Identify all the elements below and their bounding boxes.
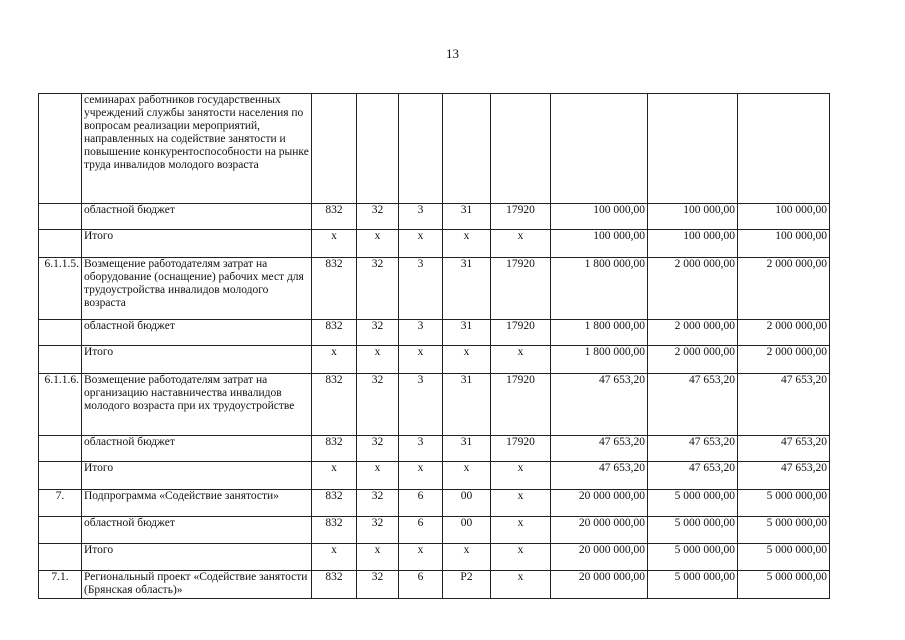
table-row [39,258,830,320]
code-cell-c1: 832 [312,490,357,517]
code-cell-c2: х [357,544,399,571]
code-cell-c5: х [491,544,551,571]
code-cell-c2: х [357,346,399,374]
code-cell-c1 [312,94,357,204]
code-cell-c5: 17920 [491,204,551,230]
code-cell-c5: 17920 [491,436,551,462]
table-row [39,346,830,374]
amount-cell-v3: 47 653,20 [738,374,830,436]
row-number-cell: 7. [39,490,82,517]
amount-cell-v1: 100 000,00 [551,230,648,258]
amount-cell-v2: 47 653,20 [648,436,738,462]
code-cell-c4: 00 [443,490,491,517]
table-row [39,374,830,436]
amount-cell-v1: 1 800 000,00 [551,346,648,374]
code-cell-c2: 32 [357,204,399,230]
amount-cell-v2: 47 653,20 [648,462,738,490]
code-cell-c4: 00 [443,517,491,544]
amount-cell-v2: 5 000 000,00 [648,571,738,599]
row-number-cell [39,544,82,571]
row-number-cell: 7.1. [39,571,82,599]
amount-cell-v2 [648,94,738,204]
code-cell-c4: х [443,346,491,374]
amount-cell-v2: 47 653,20 [648,374,738,436]
page-number: 13 [446,46,459,61]
code-cell-c4 [443,94,491,204]
code-cell-c4: 31 [443,374,491,436]
amount-cell-v1: 20 000 000,00 [551,571,648,599]
amount-cell-v3: 2 000 000,00 [738,346,830,374]
code-cell-c2: 32 [357,258,399,320]
code-cell-c3 [399,94,443,204]
code-cell-c2: 32 [357,517,399,544]
table-body [39,94,830,599]
code-cell-c5: 17920 [491,320,551,346]
amount-cell-v3: 100 000,00 [738,204,830,230]
code-cell-c1: 832 [312,436,357,462]
row-description-cell: Итого [82,346,312,374]
code-cell-c5: 17920 [491,258,551,320]
code-cell-c1: х [312,346,357,374]
row-number-cell [39,94,82,204]
table-row [39,230,830,258]
row-number-cell: 6.1.1.6. [39,374,82,436]
amount-cell-v3: 100 000,00 [738,230,830,258]
row-description-cell: Возмещение работодателям затрат на организацию наставничества инвалидов молодого возраста при их трудоустройстве [82,374,312,436]
code-cell-c5: 17920 [491,374,551,436]
amount-cell-v3: 5 000 000,00 [738,571,830,599]
table-row [39,571,830,599]
row-description-cell: семинарах работников государственных учреждений службы занятости населения по вопросам реализации мероприятий, направленных на содействие занятости и повышение конкурентоспособности на рынке труда инвалидов молодого возраста [82,94,312,204]
amount-cell-v2: 100 000,00 [648,230,738,258]
code-cell-c2: х [357,230,399,258]
amount-cell-v1: 20 000 000,00 [551,517,648,544]
code-cell-c5: х [491,230,551,258]
amount-cell-v2: 100 000,00 [648,204,738,230]
code-cell-c4: х [443,230,491,258]
amount-cell-v1: 47 653,20 [551,436,648,462]
row-description-cell: Региональный проект «Содействие занятости (Брянская область)» [82,571,312,599]
code-cell-c4: х [443,544,491,571]
code-cell-c2: 32 [357,374,399,436]
row-description-cell: Подпрограмма «Содействие занятости» [82,490,312,517]
code-cell-c5: х [491,462,551,490]
row-description-cell: областной бюджет [82,204,312,230]
code-cell-c3: 6 [399,490,443,517]
row-description-cell: Итого [82,230,312,258]
code-cell-c1: 832 [312,517,357,544]
row-description-cell: областной бюджет [82,320,312,346]
row-description-cell: областной бюджет [82,517,312,544]
code-cell-c1: х [312,462,357,490]
code-cell-c4: 31 [443,320,491,346]
code-cell-c4: 31 [443,258,491,320]
code-cell-c4: 31 [443,204,491,230]
amount-cell-v2: 2 000 000,00 [648,320,738,346]
code-cell-c3: 3 [399,436,443,462]
table-row [39,462,830,490]
code-cell-c3: х [399,230,443,258]
row-number-cell [39,230,82,258]
code-cell-c5 [491,94,551,204]
amount-cell-v1: 20 000 000,00 [551,490,648,517]
code-cell-c3: 6 [399,517,443,544]
code-cell-c2 [357,94,399,204]
code-cell-c2: 32 [357,571,399,599]
code-cell-c3: 3 [399,320,443,346]
code-cell-c2: 32 [357,436,399,462]
amount-cell-v2: 5 000 000,00 [648,544,738,571]
code-cell-c2: 32 [357,320,399,346]
amount-cell-v3: 5 000 000,00 [738,544,830,571]
row-number-cell [39,346,82,374]
row-description-cell: областной бюджет [82,436,312,462]
table-row [39,436,830,462]
row-description-cell: Итого [82,544,312,571]
table-row [39,517,830,544]
code-cell-c4: Р2 [443,571,491,599]
budget-table [38,93,830,599]
amount-cell-v3: 5 000 000,00 [738,517,830,544]
code-cell-c2: 32 [357,490,399,517]
amount-cell-v1: 47 653,20 [551,374,648,436]
amount-cell-v1: 1 800 000,00 [551,320,648,346]
amount-cell-v1: 47 653,20 [551,462,648,490]
row-number-cell [39,462,82,490]
code-cell-c1: х [312,230,357,258]
amount-cell-v1: 100 000,00 [551,204,648,230]
code-cell-c3: 6 [399,571,443,599]
code-cell-c3: х [399,544,443,571]
code-cell-c5: х [491,346,551,374]
amount-cell-v3: 5 000 000,00 [738,490,830,517]
row-number-cell: 6.1.1.5. [39,258,82,320]
row-number-cell [39,517,82,544]
amount-cell-v3: 47 653,20 [738,436,830,462]
code-cell-c1: 832 [312,204,357,230]
code-cell-c5: х [491,571,551,599]
code-cell-c2: х [357,462,399,490]
code-cell-c5: х [491,517,551,544]
code-cell-c4: х [443,462,491,490]
code-cell-c3: 3 [399,204,443,230]
row-description-cell: Итого [82,462,312,490]
code-cell-c3: 3 [399,374,443,436]
code-cell-c1: х [312,544,357,571]
row-number-cell [39,436,82,462]
code-cell-c3: х [399,462,443,490]
row-number-cell [39,204,82,230]
amount-cell-v3: 2 000 000,00 [738,320,830,346]
amount-cell-v3: 47 653,20 [738,462,830,490]
code-cell-c1: 832 [312,374,357,436]
amount-cell-v1 [551,94,648,204]
code-cell-c3: 3 [399,258,443,320]
table-row [39,544,830,571]
amount-cell-v3 [738,94,830,204]
amount-cell-v2: 5 000 000,00 [648,490,738,517]
code-cell-c5: х [491,490,551,517]
amount-cell-v3: 2 000 000,00 [738,258,830,320]
code-cell-c1: 832 [312,258,357,320]
row-number-cell [39,320,82,346]
amount-cell-v2: 2 000 000,00 [648,346,738,374]
code-cell-c4: 31 [443,436,491,462]
code-cell-c1: 832 [312,571,357,599]
table-row [39,320,830,346]
table-row [39,490,830,517]
amount-cell-v1: 1 800 000,00 [551,258,648,320]
table-row [39,94,830,204]
table-row [39,204,830,230]
amount-cell-v2: 5 000 000,00 [648,517,738,544]
amount-cell-v1: 20 000 000,00 [551,544,648,571]
code-cell-c1: 832 [312,320,357,346]
amount-cell-v2: 2 000 000,00 [648,258,738,320]
row-description-cell: Возмещение работодателям затрат на оборудование (оснащение) рабочих мест для трудоустройства инвалидов молодого возраста [82,258,312,320]
code-cell-c3: х [399,346,443,374]
